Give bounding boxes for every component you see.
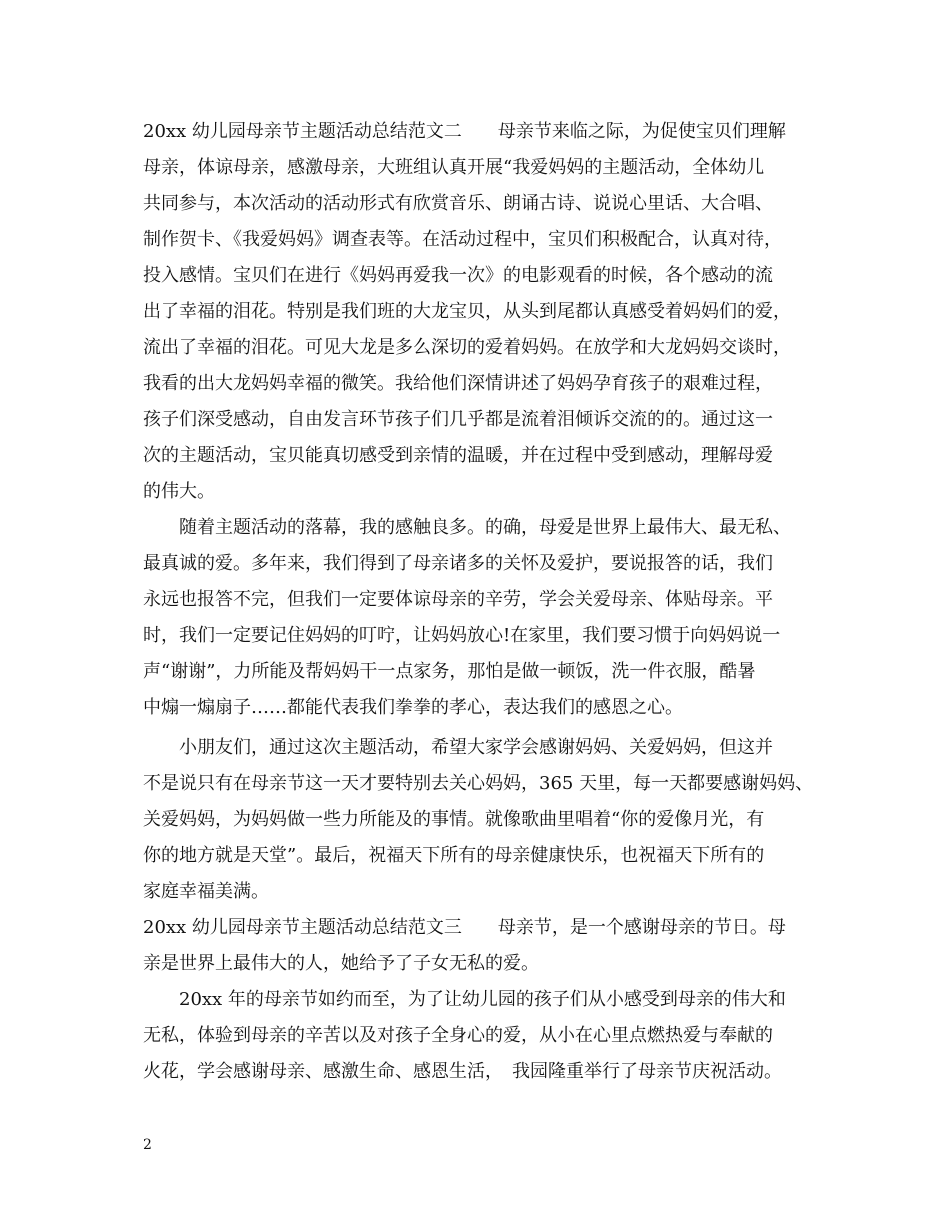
text-line: 20xx 幼儿园母亲节主题活动总结范文三 母亲节，是一个感谢母亲的节日。母 — [143, 917, 786, 938]
text-line: 孩子们深受感动，自由发言环节孩子们几乎都是流着泪倾诉交流的的。通过这一 — [143, 409, 773, 430]
text-line: 投入感情。宝贝们在进行《妈妈再爱我一次》的电影观看的时候，各个感动的流 — [143, 265, 773, 286]
text-line: 火花，学会感谢母亲、感激生命、感恩生活， 我园隆重举行了母亲节庆祝活动。 — [143, 1061, 782, 1082]
text-line: 最真诚的爱。多年来，我们得到了母亲诸多的关怀及爱护，要说报答的话，我们 — [143, 553, 773, 574]
text-line: 次的主题活动，宝贝能真切感受到亲情的温暖，并在过程中受到感动，理解母爱 — [143, 445, 773, 466]
text-line: 制作贺卡、《我爱妈妈》调查表等。在活动过程中，宝贝们积极配合，认真对待， — [143, 229, 782, 250]
text-line: 20xx 幼儿园母亲节主题活动总结范文二 母亲节来临之际，为促使宝贝们理解 — [143, 121, 786, 142]
text-line: 不是说只有在母亲节这一天才要特别去关心妈妈，365 天里，每一天都要感谢妈妈、 — [143, 773, 814, 794]
paragraph-first-line: 20xx 年的母亲节如约而至，为了让幼儿园的孩子们从小感受到母亲的伟大和 — [179, 989, 786, 1010]
text-line: 母亲，体谅母亲，感激母亲，大班组认真开展“我爱妈妈的主题活动，全体幼儿 — [143, 157, 765, 178]
text-line: 中煽一煽扇子……都能代表我们拳拳的孝心，表达我们的感恩之心。 — [143, 697, 683, 718]
text-line: 关爱妈妈，为妈妈做一些力所能及的事情。就像歌曲里唱着“你的爱像月光，有 — [143, 809, 765, 830]
text-line: 声“谢谢”，力所能及帮妈妈干一点家务，那怕是做一顿饭，洗一件衣服，酷暑 — [143, 661, 756, 682]
text-line: 的伟大。 — [143, 481, 215, 502]
paragraph-first-line: 随着主题活动的落幕，我的感触良多。的确，母爱是世界上最伟大、最无私、 — [179, 517, 791, 538]
text-line: 共同参与，本次活动的活动形式有欣赏音乐、朗诵古诗、说说心里话、大合唱、 — [143, 193, 773, 214]
page-number: 2 — [143, 1137, 152, 1153]
text-line: 永远也报答不完，但我们一定要体谅母亲的辛劳，学会关爱母亲、体贴母亲。平 — [143, 589, 773, 610]
paragraph-first-line: 小朋友们，通过这次主题活动，希望大家学会感谢妈妈、关爱妈妈，但这并 — [179, 737, 773, 758]
text-line: 我看的出大龙妈妈幸福的微笑。我给他们深情讲述了妈妈孕育孩子的艰难过程， — [143, 373, 773, 394]
text-line: 出了幸福的泪花。特别是我们班的大龙宝贝，从头到尾都认真感受着妈妈们的爱， — [143, 301, 791, 322]
text-line: 时，我们一定要记住妈妈的叮咛，让妈妈放心!在家里，我们要习惯于向妈妈说一 — [143, 625, 781, 646]
text-line: 你的地方就是天堂”。最后，祝福天下所有的母亲健康快乐，也祝福天下所有的 — [143, 845, 765, 866]
text-line: 无私，体验到母亲的辛苦以及对孩子全身心的爱，从小在心里点燃热爱与奉献的 — [143, 1025, 773, 1046]
text-line: 家庭幸福美满。 — [143, 881, 269, 902]
text-line: 亲是世界上最伟大的人，她给予了子女无私的爱。 — [143, 953, 539, 974]
text-line: 流出了幸福的泪花。可见大龙是多么深切的爱着妈妈。在放学和大龙妈妈交谈时， — [143, 337, 791, 358]
